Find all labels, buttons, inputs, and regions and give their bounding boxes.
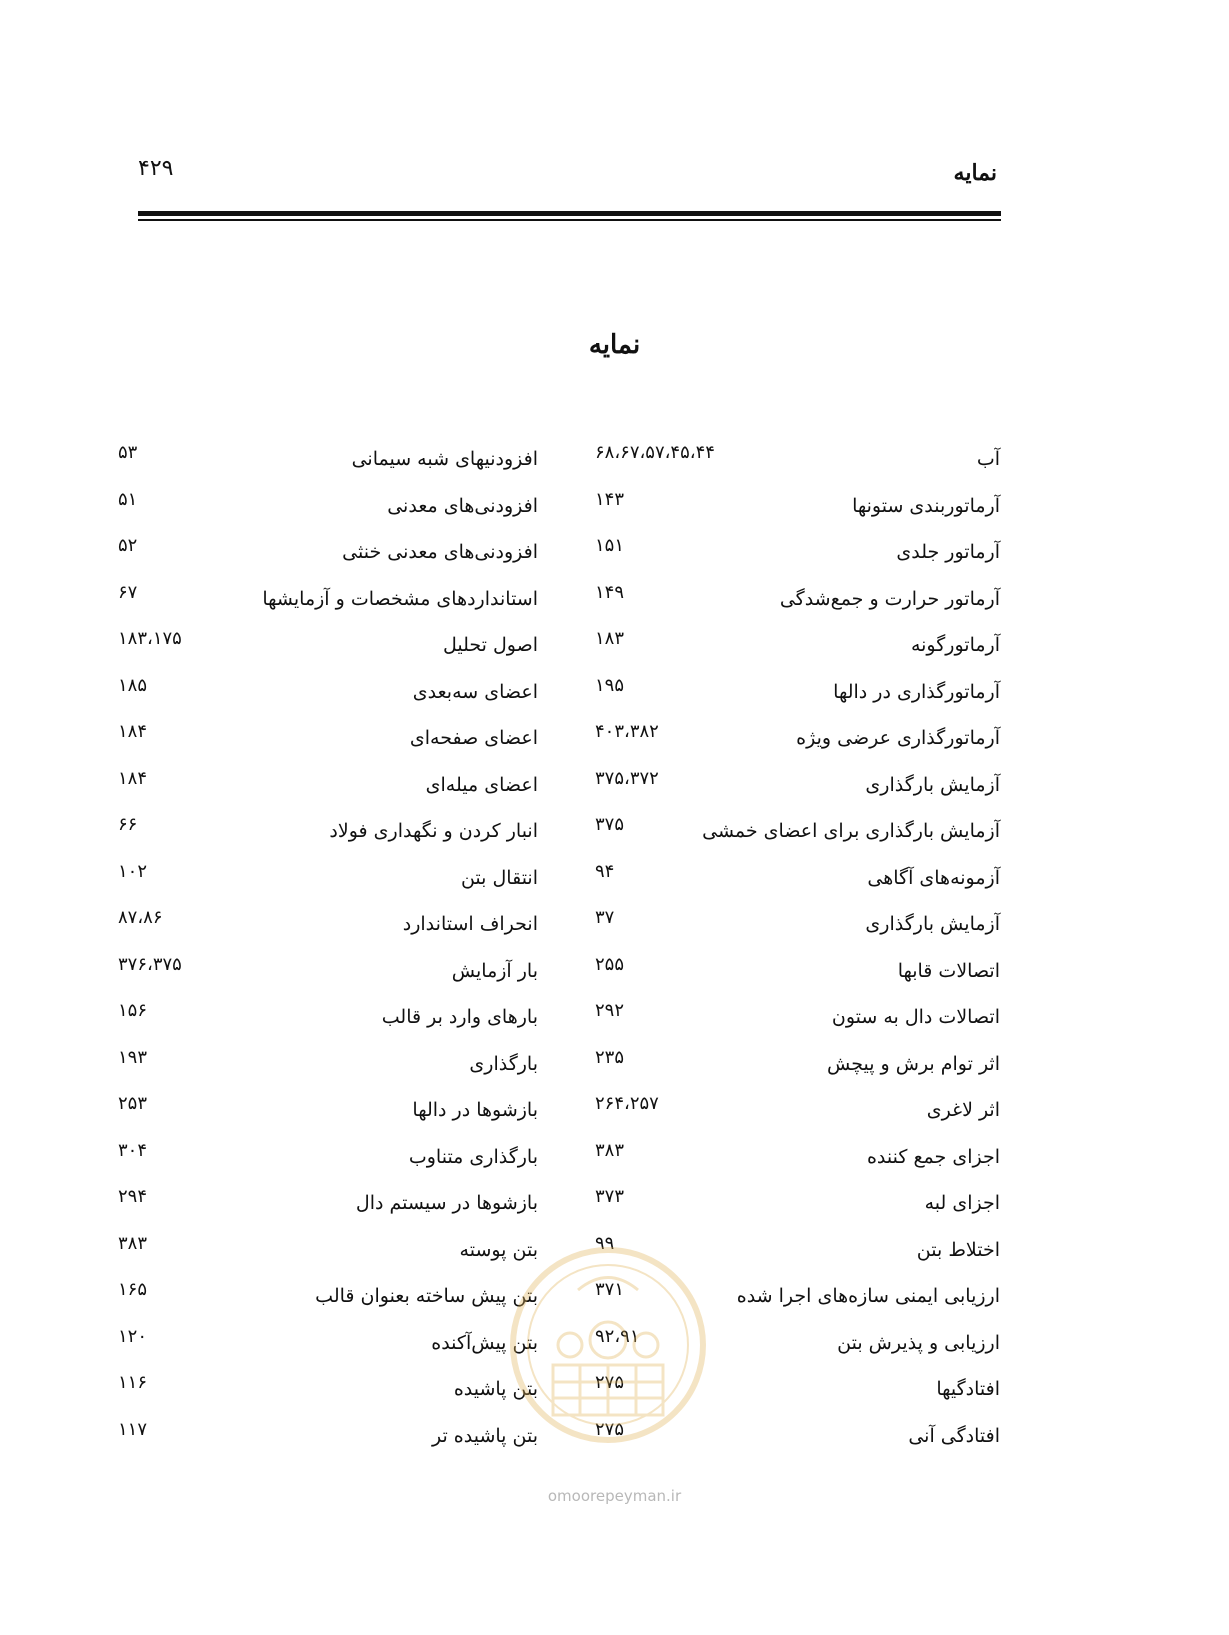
index-entry (118, 1186, 538, 1237)
index-entry (118, 1418, 538, 1470)
index-entry-term: بازشوها در دالها (412, 1099, 538, 1121)
index-entry-pages: ۵۱ (118, 488, 138, 510)
index-entry-term: آزمونه‌های آگاهی (867, 866, 1000, 889)
index-entry (595, 535, 1000, 586)
index-entry-pages: ۹۲،۹۱ (595, 1325, 640, 1347)
index-entry (118, 628, 538, 679)
index-entry-term: اجزای لبه (924, 1192, 1000, 1214)
header-rule-thick (138, 211, 1001, 216)
index-entry-pages: ۹۴ (595, 860, 615, 882)
index-entry (118, 1093, 538, 1144)
index-entry-term: استانداردهای مشخصات و آزمایشها (262, 587, 538, 610)
index-entry-pages: ۲۹۲ (595, 1000, 625, 1021)
index-entry-pages: ۱۶۵ (118, 1279, 148, 1300)
index-entry-pages: ۱۹۵ (595, 674, 625, 696)
index-entry (118, 1372, 538, 1423)
index-entry-pages: ۲۷۵ (595, 1418, 625, 1440)
page-number: ۴۲۹ (138, 156, 174, 181)
index-entry (595, 1093, 1000, 1144)
index-entry (595, 860, 1000, 912)
index-entry (118, 721, 538, 772)
index-entry (118, 488, 538, 540)
index-entry-pages: ۱۸۴ (118, 767, 148, 789)
index-entry-pages: ۱۲۰ (118, 1325, 148, 1347)
index-entry-term: اتصالات دال به ستون (831, 1006, 1000, 1028)
index-entry-pages: ۱۸۴ (118, 721, 148, 742)
index-entry-term: بار آزمایش (451, 959, 538, 982)
index-entry-pages: ۱۱۶ (118, 1372, 148, 1393)
index-entry-pages: ۲۹۴ (118, 1186, 148, 1207)
index-entry-pages: ۵۲ (118, 535, 138, 556)
index-entry-term: بتن پوسته (459, 1238, 538, 1261)
index-entry-pages: ۳۷ (595, 907, 615, 928)
index-entry-term: آرماتور جلدی (896, 541, 1000, 563)
index-entry-pages: ۱۵۶ (118, 1000, 148, 1021)
index-entry-pages: ۱۱۷ (118, 1418, 148, 1440)
index-entry (595, 721, 1000, 772)
index-entry-pages: ۸۷،۸۶ (118, 907, 163, 928)
index-entry (118, 814, 538, 865)
index-entry (118, 1000, 538, 1051)
index-entry-pages: ۳۷۱ (595, 1279, 625, 1300)
index-entry (118, 1325, 538, 1377)
index-heading: نمایه (588, 330, 641, 360)
index-entry-pages: ۳۸۳ (118, 1232, 148, 1254)
header-rule-thin (138, 219, 1001, 221)
index-entry-pages: ۲۷۵ (595, 1372, 625, 1393)
index-entry-term: آزمایش بارگذاری (865, 913, 1000, 935)
index-column-left (118, 442, 538, 1469)
index-entry-term: بازشوها در سیستم دال (355, 1192, 538, 1214)
index-entry-term: آرماتورگذاری در دالها (833, 680, 1000, 703)
index-entry-term: افزودنیهای شبه سیمانی (351, 448, 538, 470)
index-entry-pages: ۶۶ (118, 814, 138, 835)
index-entry-pages: ۳۷۵،۳۷۲ (595, 767, 659, 789)
index-entry (595, 907, 1000, 958)
index-entry (595, 1186, 1000, 1237)
index-entry (595, 581, 1000, 633)
index-entry (595, 767, 1000, 819)
index-entry-term: اثر توام برش و پیچش (826, 1052, 1000, 1075)
index-entry-term: انتقال بتن (460, 866, 538, 889)
index-entry-pages: ۳۷۳ (595, 1186, 625, 1207)
index-entry-term: بارگذاری متناوب (408, 1145, 538, 1168)
index-entry-pages: ۱۹۳ (118, 1046, 148, 1068)
index-entry-term: افتادگی آنی (908, 1424, 1000, 1447)
index-entry-term: بتن پیش‌آکنده (431, 1331, 538, 1354)
index-entry-pages: ۶۷ (118, 581, 138, 603)
index-entry-term: افتادگیها (936, 1378, 1000, 1400)
index-entry-term: آرماتوربندی ستونها (852, 494, 1000, 517)
index-entry (118, 1139, 538, 1191)
index-entry-term: اعضای صفحه‌ای (409, 727, 538, 749)
index-entry-term: اصول تحلیل (442, 634, 538, 656)
index-entry-term: اعضای سه‌بعدی (412, 680, 538, 703)
index-entry-pages: ۲۳۵ (595, 1046, 625, 1068)
index-entry-term: آزمایش بارگذاری (865, 773, 1000, 796)
index-entry (595, 674, 1000, 726)
index-entry-pages: ۱۸۳ (595, 628, 625, 649)
index-entry (595, 1046, 1000, 1098)
index-entry-pages: ۳۷۶،۳۷۵ (118, 953, 182, 975)
index-entry-term: آزمایش بارگذاری برای اعضای خمشی (702, 820, 1000, 842)
index-entry-term: انحراف استاندارد (402, 913, 538, 935)
index-entry-term: بارهای وارد بر قالب (381, 1006, 538, 1028)
index-entry-term: اختلاط بتن (916, 1238, 1000, 1261)
index-entry-pages: ۹۹ (595, 1232, 615, 1254)
index-entry-pages: ۱۴۹ (595, 581, 625, 603)
index-entry (118, 860, 538, 912)
index-entry-term: بتن پیش ساخته بعنوان قالب (315, 1285, 538, 1307)
index-entry-pages: ۱۴۳ (595, 488, 625, 510)
index-entry (595, 953, 1000, 1005)
index-entry-pages: ۱۸۵ (118, 674, 148, 696)
index-entry-pages: ۳۸۳ (595, 1139, 625, 1161)
index-entry-term: آرماتور حرارت و جمع‌شدگی (779, 587, 1000, 610)
index-entry-term: افزودنی‌های معدنی خنثی (342, 541, 538, 563)
index-entry-pages: ۱۰۲ (118, 860, 148, 882)
index-entry (118, 1232, 538, 1284)
index-entry-pages: ۵۳ (118, 442, 138, 463)
index-entry-term: بتن پاشیده تر (432, 1424, 538, 1447)
index-entry-pages: ۳۷۵ (595, 814, 625, 835)
index-entry (595, 488, 1000, 540)
index-entry-term: آرماتورگذاری عرضی ویژه (796, 727, 1000, 749)
index-entry-term: ارزیابی و پذیرش بتن (837, 1331, 1000, 1354)
index-entry (595, 442, 1000, 493)
index-entry-pages: ۶۸،۶۷،۵۷،۴۵،۴۴ (595, 442, 715, 463)
index-entry-pages: ۴۰۳،۳۸۲ (595, 721, 659, 742)
index-entry-term: اجزای جمع کننده (866, 1145, 1000, 1168)
index-entry-term: اعضای میله‌ای (425, 773, 538, 796)
running-title: نمایه (953, 160, 997, 186)
index-entry-term: آرماتورگونه (910, 634, 1000, 656)
index-entry-pages: ۲۶۴،۲۵۷ (595, 1093, 659, 1114)
index-entry (118, 674, 538, 726)
index-entry (118, 907, 538, 958)
source-website-text: omoorepeyman.ir (547, 1487, 682, 1505)
index-entry-term: اتصالات قابها (897, 959, 1000, 982)
index-entry-term: بتن پاشیده (453, 1378, 538, 1400)
index-entry-term: بارگذاری (469, 1052, 538, 1075)
index-entry-pages: ۲۵۳ (118, 1093, 148, 1114)
index-entry-pages: ۳۰۴ (118, 1139, 148, 1161)
index-entry-term: آب (976, 448, 1000, 470)
index-entry-term: انبار کردن و نگهداری فولاد (329, 820, 538, 842)
index-entry (595, 1000, 1000, 1051)
index-entry-term: افزودنی‌های معدنی (387, 494, 538, 517)
index-entry (595, 1139, 1000, 1191)
index-entry (118, 581, 538, 633)
index-entry-pages: ۱۸۳،۱۷۵ (118, 628, 182, 649)
index-entry (118, 953, 538, 1005)
index-entry (118, 1279, 538, 1330)
watermark-seal-icon (508, 1245, 708, 1445)
index-entry (118, 442, 538, 493)
index-entry (118, 767, 538, 819)
index-entry (118, 1046, 538, 1098)
index-entry (595, 628, 1000, 679)
index-entry-pages: ۱۵۱ (595, 535, 625, 556)
index-entry-term: اثر لاغری (926, 1099, 1000, 1121)
index-entry (595, 814, 1000, 865)
index-entry (118, 535, 538, 586)
index-entry-term: ارزیابی ایمنی سازه‌های اجرا شده (736, 1285, 1000, 1307)
index-entry-pages: ۲۵۵ (595, 953, 625, 975)
